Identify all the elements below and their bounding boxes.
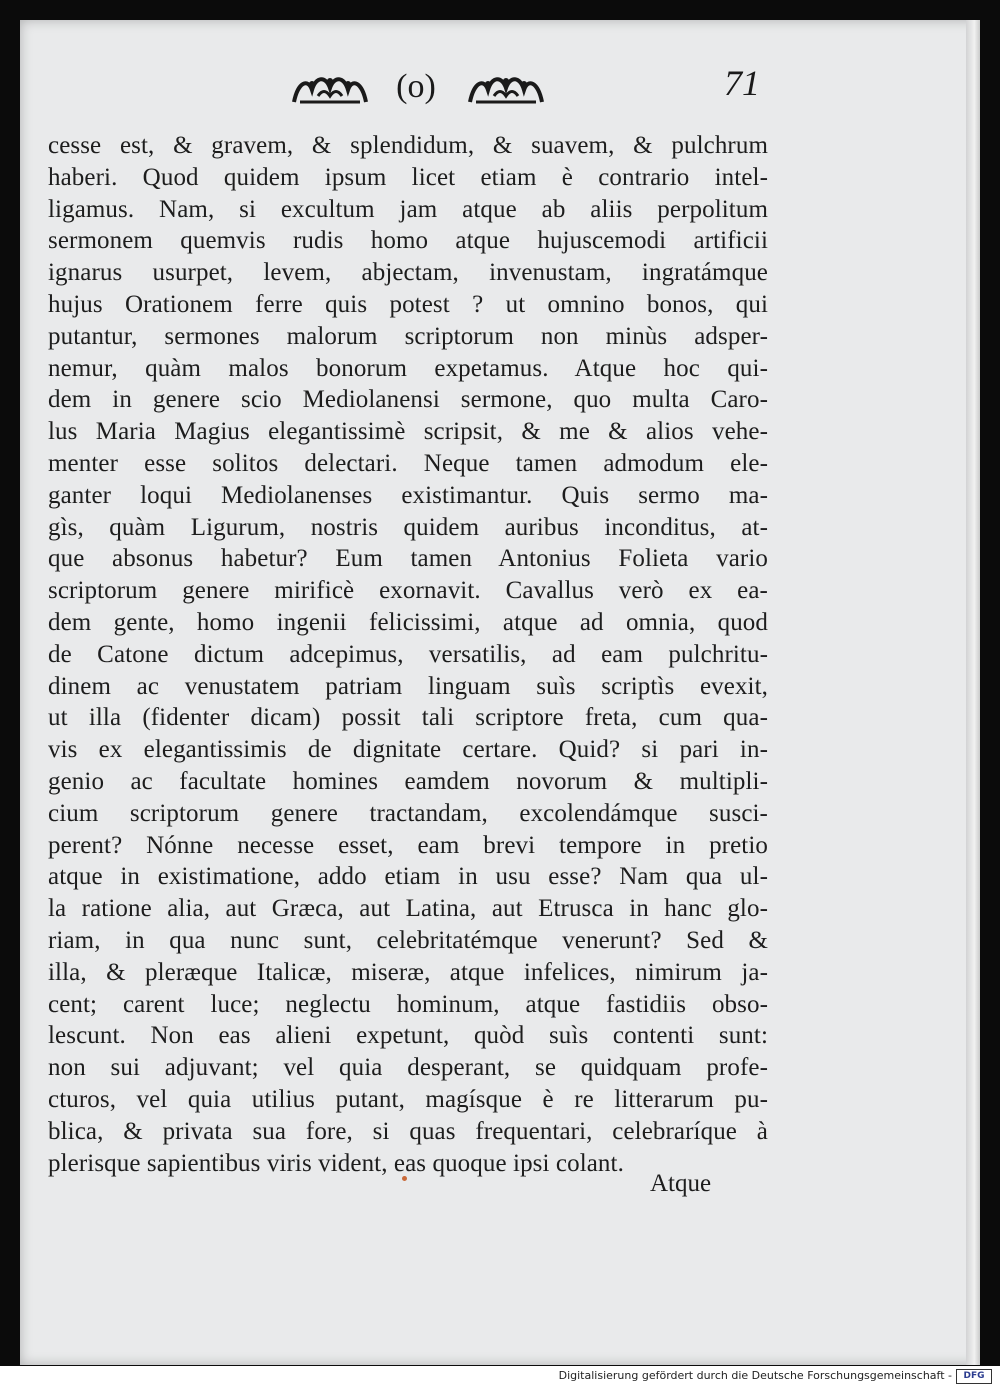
text-line: la ratione alia, aut Græca, aut Latina, aut Etrusca in hanc glo- bbox=[48, 895, 768, 923]
text-line: de Catone dictum adcepimus, versatilis, ad eam pulchritu- bbox=[48, 640, 768, 668]
text-line: lescunt. Non eas alieni expetunt, quòd suìs contenti sunt: bbox=[48, 1022, 768, 1050]
text-line: haberi. Quod quidem ipsum licet etiam è contrario intel- bbox=[48, 163, 768, 191]
text-line: ligamus. Nam, si excultum jam atque ab aliis perpolitum bbox=[48, 195, 768, 223]
text-line: cesse est, & gravem, & splendidum, & suavem, & pulchrum bbox=[48, 132, 768, 159]
text-line: blica, & privata sua fore, si quas frequentari, celebraríque à bbox=[48, 1117, 768, 1145]
page-edge bbox=[966, 20, 980, 1365]
text-line: scriptorum genere mirificè exornavit. Cavallus verò ex ea- bbox=[48, 577, 768, 605]
body-text bbox=[48, 130, 768, 1179]
text-line: ut illa (fidenter dicam) possit tali scriptore freta, cum qua- bbox=[48, 704, 768, 732]
text-line: sermonem quemvis rudis homo atque hujuscemodi artificii bbox=[48, 227, 768, 255]
paper-speck bbox=[402, 1176, 407, 1181]
text-line: perent? Nónne necesse esset, eam brevi tempore in pretio bbox=[48, 831, 768, 859]
header-mark: (o) bbox=[396, 68, 436, 105]
text-line: non sui adjuvant; vel quia desperant, se quidquam profe- bbox=[48, 1054, 768, 1082]
text-line: cium scriptorum genere tractandam, excolendámque susci- bbox=[48, 799, 768, 827]
page-number: 71 bbox=[724, 63, 760, 103]
text-line: dinem ac venustatem patriam linguam suìs scriptìs evexit, bbox=[48, 672, 768, 700]
text-line: que absonus habetur? Eum tamen Antonius Folieta vario bbox=[48, 545, 768, 573]
text-line: vis ex elegantissimis de dignitate certare. Quid? si pari in- bbox=[48, 736, 768, 764]
text-line: atque in existimatione, addo etiam in usu esse? Nam qua ul- bbox=[48, 863, 768, 891]
text-line: dem gente, homo ingenii felicissimi, atque ad omnia, quod bbox=[48, 608, 768, 636]
dfg-logo-icon: DFG bbox=[956, 1369, 992, 1384]
digitization-credit: Digitalisierung gefördert durch die Deutsche Forschungsgemeinschaft - bbox=[558, 1369, 952, 1382]
text-line: cent; carent luce; neglectu hominum, atque fastidiis obso- bbox=[48, 990, 768, 1018]
text-line: genio ac facultate homines eamdem novorum & multipli- bbox=[48, 767, 768, 795]
text-line: menter esse solitos delectari. Neque tamen admodum ele- bbox=[48, 449, 768, 477]
text-line: putantur, sermones malorum scriptorum non minùs adsper- bbox=[48, 322, 768, 350]
text-line: dem in genere scio Mediolanensi sermone, quo multa Caro- bbox=[48, 386, 768, 414]
text-line: ignarus usurpet, levem, abjectam, invenustam, ingratámque bbox=[48, 259, 768, 287]
text-line: hujus Orationem ferre quis potest ? ut omnino bonos, qui bbox=[48, 290, 768, 318]
catchword: Atque bbox=[650, 1170, 712, 1197]
text-line: nemur, quàm malos bonorum expetamus. Atque hoc qui- bbox=[48, 354, 768, 382]
text-line: plerisque sapientibus viris vident, eas quoque ipsi colant. bbox=[48, 1149, 624, 1177]
page-header bbox=[280, 62, 760, 114]
floral-ornament-right-icon bbox=[466, 72, 546, 106]
text-line: ganter loqui Mediolanenses existimantur. Quis sermo ma- bbox=[48, 481, 768, 509]
text-line: riam, in qua nunc sunt, celebritatémque venerunt? Sed & bbox=[48, 926, 768, 954]
floral-ornament-left-icon bbox=[290, 72, 370, 106]
text-line: illa, & pleræque Italicæ, miseræ, atque infelices, nimirum ja- bbox=[48, 958, 768, 986]
footer-bar bbox=[0, 1366, 1000, 1386]
text-line: cturos, vel quia utilius putant, magísque è re litterarum pu- bbox=[48, 1085, 768, 1113]
text-line: gìs, quàm Ligurum, nostris quidem auribus inconditus, at- bbox=[48, 513, 768, 541]
text-line: lus Maria Magius elegantissimè scripsit, & me & alios vehe- bbox=[48, 418, 768, 446]
